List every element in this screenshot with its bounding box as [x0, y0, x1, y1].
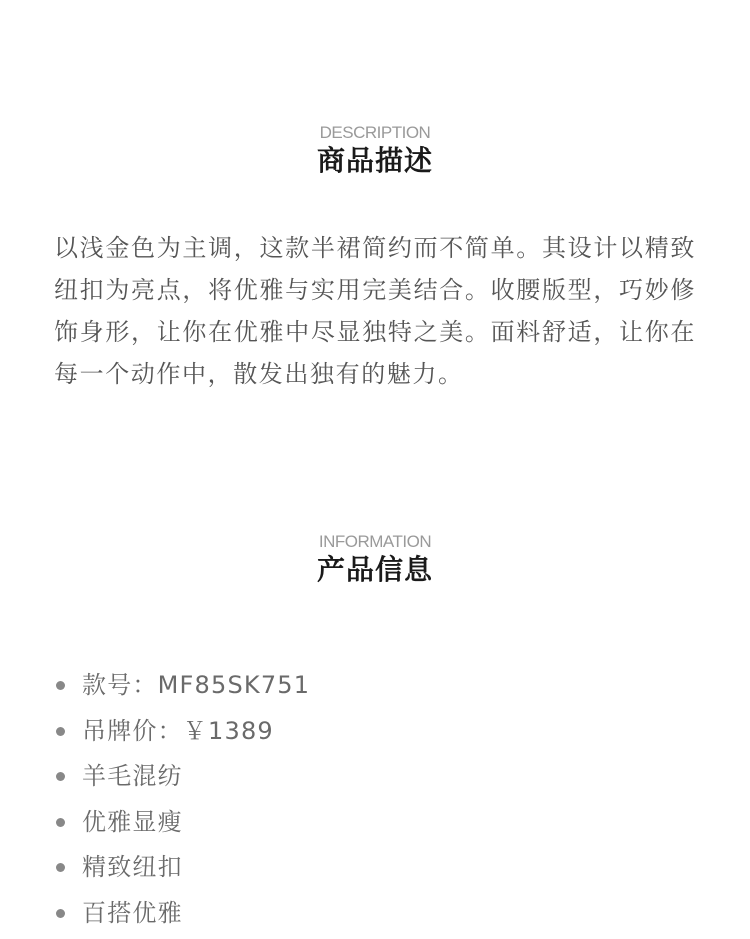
- information-eyebrow: INFORMATION: [318, 532, 432, 551]
- bullet-icon: [56, 909, 65, 918]
- bullet-icon: [56, 818, 65, 827]
- list-item: [56, 845, 310, 891]
- list-item: [56, 709, 310, 755]
- information-title: 产品信息: [316, 553, 433, 586]
- description-section: [0, 122, 750, 388]
- list-item-text: 优雅显瘦: [82, 807, 183, 836]
- description-eyebrow: DESCRIPTION: [319, 123, 431, 142]
- list-item: [56, 663, 310, 709]
- list-item-text: 吊牌价：￥1389: [82, 716, 274, 745]
- list-item: [56, 891, 310, 937]
- description-title: 商品描述: [316, 144, 433, 177]
- list-item: [56, 800, 310, 846]
- description-body: 以浅金色为主调，这款半裙简约而不简单。其设计以精致纽扣为亮点，将优雅与实用完美结合。收腰版型，巧妙修饰身形，让你在优雅中尽显独特之美。面料舒适，让你在每一个动作中，散发出独有的魅力。: [54, 234, 696, 388]
- bullet-icon: [56, 681, 65, 690]
- list-item-text: 精致纽扣: [82, 853, 183, 882]
- list-item-text: 百搭优雅: [82, 898, 183, 927]
- information-section: [0, 531, 750, 927]
- bullet-icon: [56, 772, 65, 781]
- bullet-icon: [56, 863, 65, 872]
- information-list: [56, 663, 310, 937]
- list-item-text: 羊毛混纺: [82, 762, 183, 791]
- list-item-text: 款号：MF85SK751: [82, 671, 311, 699]
- bullet-icon: [56, 727, 65, 736]
- list-item: [56, 754, 310, 800]
